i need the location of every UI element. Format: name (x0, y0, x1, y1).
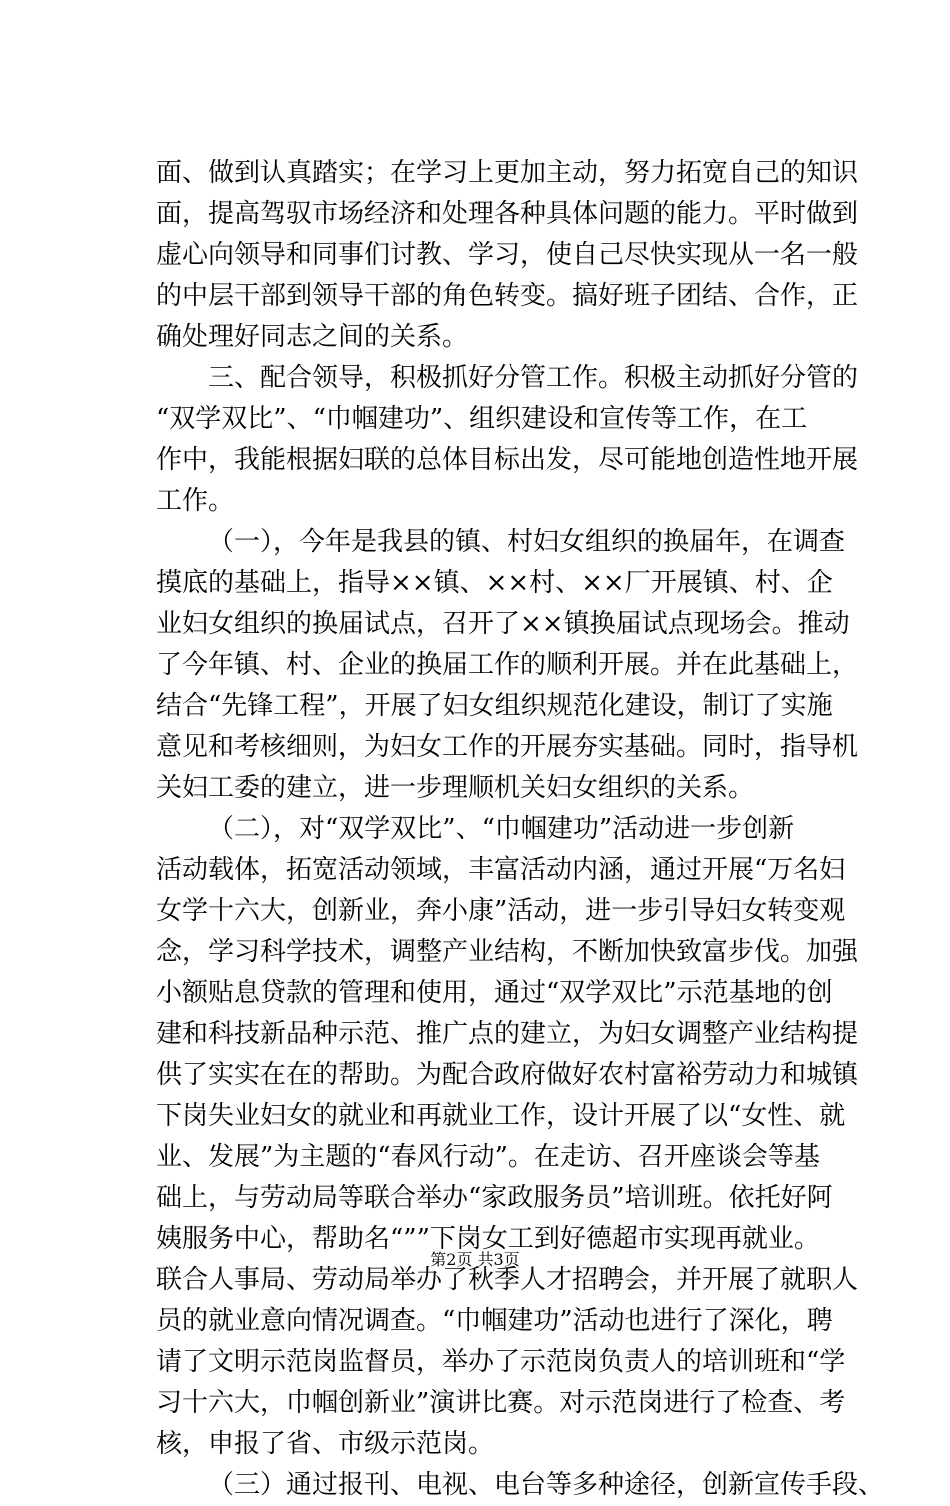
paragraph-start-line: （一），今年是我县的镇、村妇女组织的换届年，在调查 (208, 527, 846, 557)
text-line: 关妇工委的建立，进一步理顺机关妇女组织的关系。 (156, 773, 755, 803)
section-heading-line: 三、配合领导，积极抓好分管工作。积极主动抓好分管的 (208, 363, 859, 393)
text-line: 意见和考核细则，为妇女工作的开展夯实基础。同时，指导机 (156, 732, 859, 762)
text-line: 工作。 (156, 486, 235, 516)
text-line: 下岗失业妇女的就业和再就业工作，设计开展了以“女性、就 (156, 1101, 846, 1131)
text-line: 请了文明示范岗监督员，举办了示范岗负责人的培训班和“学 (156, 1347, 846, 1377)
text-line: 结合“先锋工程”，开展了妇女组织规范化建设，制订了实施 (156, 691, 833, 721)
text-line: 确处理好同志之间的关系。 (156, 322, 469, 352)
text-line: 面，提高驾驭市场经济和处理各种具体问题的能力。平时做到 (156, 199, 859, 229)
text-line: 础上，与劳动局等联合举办“家政服务员”培训班。依托好阿 (156, 1183, 833, 1213)
text-line: 姨服务中心，帮助名“””下岗女工到好德超市实现再就业。 (156, 1224, 820, 1254)
text-line: 了今年镇、村、企业的换届工作的顺利开展。并在此基础上， (156, 650, 859, 680)
paragraph-start-line: （二），对“双学双比”、“巾帼建功”活动进一步创新 (208, 814, 795, 844)
text-line: 活动载体，拓宽活动领域，丰富活动内涵，通过开展“万名妇 (156, 855, 846, 885)
text-line: 作中，我能根据妇联的总体目标出发，尽可能地创造性地开展 (156, 445, 859, 475)
text-line: 供了实实在在的帮助。为配合政府做好农村富裕劳动力和城镇 (156, 1060, 859, 1090)
text-line: 员的就业意向情况调查。“巾帼建功”活动也进行了深化，聘 (156, 1306, 833, 1336)
text-line: 虚心向领导和同事们讨教、学习，使自己尽快实现从一名一般 (156, 240, 859, 270)
paragraph-start-line: （三）通过报刊、电视、电台等多种途径，创新宣传手段、 (208, 1470, 885, 1500)
text-line: “双学双比”、“巾帼建功”、组织建设和宣传等工作，在工 (156, 404, 808, 434)
text-line: 建和科技新品种示范、推广点的建立，为妇女调整产业结构提 (156, 1019, 859, 1049)
text-line: 面、做到认真踏实；在学习上更加主动，努力拓宽自己的知识 (156, 158, 859, 188)
text-line: 核，申报了省、市级示范岗。 (156, 1429, 495, 1459)
page-footer (0, 1250, 950, 1270)
page-number-label: 第2页 共3页 (430, 1250, 520, 1269)
text-line: 的中层干部到领导干部的角色转变。搞好班子团结、合作，正 (156, 281, 859, 311)
text-line: 业、发展”为主题的“春风行动”。在走访、召开座谈会等基 (156, 1142, 820, 1172)
text-line: 业妇女组织的换届试点，召开了××镇换届试点现场会。推动 (156, 609, 850, 639)
document-body (156, 153, 885, 1506)
text-line: 女学十六大，创新业，奔小康”活动，进一步引导妇女转变观 (156, 896, 846, 926)
text-line: 摸底的基础上，指导××镇、××村、××厂开展镇、村、企 (156, 568, 833, 598)
text-line: 小额贴息贷款的管理和使用，通过“双学双比”示范基地的创 (156, 978, 833, 1008)
text-line: 联合人事局、劳动局举办了秋季人才招聘会，并开展了就职人 (156, 1265, 859, 1295)
text-line: 念，学习科学技术，调整产业结构，不断加快致富步伐。加强 (156, 937, 859, 967)
text-line: 习十六大，巾帼创新业”演讲比赛。对示范岗进行了检查、考 (156, 1388, 846, 1418)
